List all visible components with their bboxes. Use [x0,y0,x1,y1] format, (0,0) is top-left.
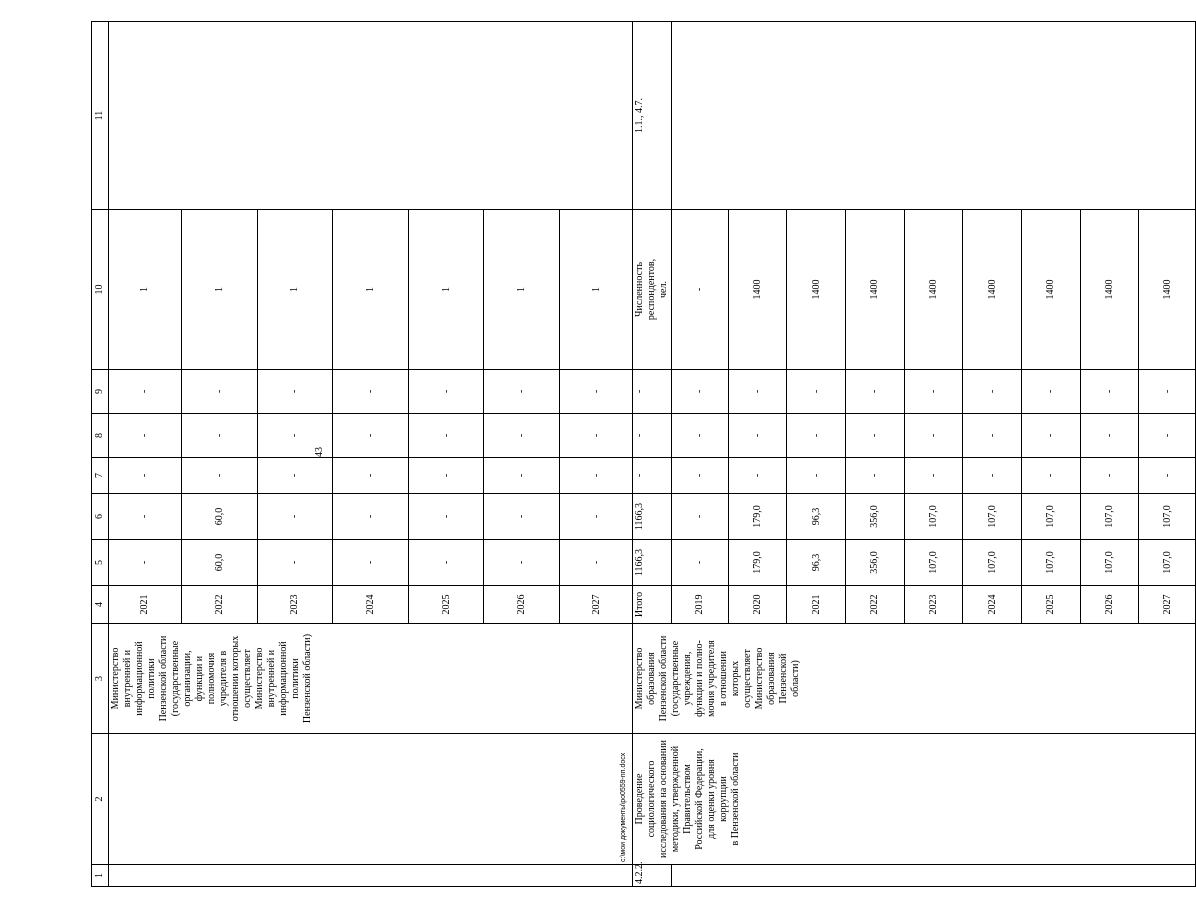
table-row-4-2-2 [633,22,672,887]
sub-cell: - [408,370,484,413]
sub-cell: 1400 [787,210,846,369]
sub-row [333,370,409,413]
cell-col9 [109,370,633,414]
sub-cell: - [408,494,484,539]
cell-col7 [672,458,1196,494]
header-col-2: 2 [92,734,109,865]
sub-cell: - [904,458,963,493]
sub-cell: - [672,494,728,539]
sub-cell: - [590,514,602,519]
sub-row [1021,586,1080,623]
sub-cell: - [787,370,846,413]
sub-row [181,370,257,413]
sub-row [408,540,484,585]
sub-row [787,494,846,539]
sub-cell: 2026 [484,586,560,623]
sub-row [109,540,181,585]
sub-row [408,494,484,539]
sub-cell: - [484,414,560,457]
cell-col10 [109,210,633,370]
sub-row [1139,414,1195,457]
sub-row [484,540,560,585]
sub-row [787,540,846,585]
sub-cell: 179,0 [728,540,787,585]
sub-row [787,586,846,623]
sub-cell: 2025 [1021,586,1080,623]
sub-row [257,458,333,493]
table-row-continuation [109,22,633,887]
sub-row [109,458,181,493]
sub-row [963,210,1022,369]
sub-cell: 107,0 [904,494,963,539]
sub-cell: - [484,458,560,493]
sub-row [963,586,1022,623]
sub-row [904,540,963,585]
sub-row [672,540,728,585]
sub-row [672,458,728,493]
sub-cell: - [109,370,181,413]
sub-cell: 1 [109,210,181,369]
sub-cell: 1400 [845,210,904,369]
sub-row [408,586,484,623]
sub-row [333,540,409,585]
cell-col11-empty [672,22,1196,210]
sub-cell: 2019 [672,586,728,623]
sub-cell: - [672,414,728,457]
cell-col9 [672,370,1196,414]
sub-cell: 1400 [904,210,963,369]
sub-cell: - [333,494,409,539]
sub-row [728,586,787,623]
sub-row [484,494,560,539]
sub-cell: 356,0 [845,540,904,585]
sub-row [181,210,257,369]
cell-col8 [672,414,1196,458]
sub-cell: - [963,458,1022,493]
sub-cell: - [333,414,409,457]
sub-row [1139,494,1195,539]
sub-row [1080,210,1139,369]
sub-row [560,586,633,623]
sub-row [1080,586,1139,623]
sub-cell: - [1161,473,1173,478]
sub-row [728,494,787,539]
sub-row [1021,414,1080,457]
sub-cell: 96,3 [787,494,846,539]
sub-row [333,458,409,493]
cell-col7 [109,458,633,494]
sub-row [845,494,904,539]
sub-row [904,414,963,457]
sub-cell: 96,3 [787,540,846,585]
cell-years [109,586,633,624]
sub-cell: 1 [333,210,409,369]
sub-cell: 2021 [787,586,846,623]
sub-row [109,586,181,623]
sub-row [181,540,257,585]
sub-cell: - [1161,389,1173,394]
header-col-11: 11 [92,22,109,210]
sub-cell: 107,0 [1080,494,1139,539]
sub-row [672,494,728,539]
sub-cell: - [845,370,904,413]
sub-row [484,586,560,623]
sub-row [257,414,333,457]
total-col9: - [633,370,672,414]
sub-row [408,414,484,457]
total-col5: 1166,3 [633,540,672,586]
sub-row [408,210,484,369]
cell-col10 [672,210,1196,370]
sub-row [672,210,728,369]
sub-cell: 107,0 [1021,540,1080,585]
sub-row [672,586,728,623]
sub-cell: - [257,414,333,457]
sub-row [408,370,484,413]
sub-row [484,370,560,413]
sub-cell: - [1080,370,1139,413]
sub-cell: - [484,370,560,413]
sub-row [904,370,963,413]
header-col-3: 3 [92,624,109,734]
sub-row [787,210,846,369]
sub-cell: - [257,370,333,413]
sub-cell: - [1161,433,1173,438]
sub-row [560,210,633,369]
sub-cell: 107,0 [1161,551,1173,574]
page-number: 43 [314,447,325,457]
sub-cell: 179,0 [728,494,787,539]
sub-cell: - [257,458,333,493]
sub-cell: - [590,389,602,394]
sub-row [333,414,409,457]
cell-col11 [109,22,633,210]
cell-col6 [109,494,633,540]
sub-cell: - [333,370,409,413]
sub-cell: 2022 [181,586,257,623]
sub-cell: 2022 [845,586,904,623]
indicator-name: Численность респондентов, чел. [633,210,672,370]
sub-cell: 1400 [963,210,1022,369]
sub-row [904,494,963,539]
sub-cell: - [787,458,846,493]
sub-cell: - [408,540,484,585]
cell-num [672,865,1196,887]
sub-row [1021,494,1080,539]
sub-row [181,494,257,539]
sub-cell: - [904,370,963,413]
sub-row [109,494,181,539]
sub-row [1080,370,1139,413]
row-number: 4.2.2. [633,865,672,887]
sub-row [257,370,333,413]
sub-cell: 2026 [1080,586,1139,623]
sub-cell: 2021 [109,586,181,623]
sub-cell: - [672,458,728,493]
sub-row [560,414,633,457]
sub-row [408,458,484,493]
sub-row [1080,458,1139,493]
sub-cell: - [672,370,728,413]
sub-row [560,458,633,493]
sub-cell: - [257,494,333,539]
sub-cell: 1400 [1080,210,1139,369]
sub-cell: 1400 [1161,279,1173,300]
sub-row [728,414,787,457]
sub-row [963,540,1022,585]
sub-row [1139,540,1195,585]
sub-row [845,210,904,369]
sub-row [109,414,181,457]
sub-row [845,540,904,585]
sub-cell: - [109,540,181,585]
header-col-9: 9 [92,370,109,414]
sub-cell: - [672,210,728,369]
sub-row [1021,210,1080,369]
sub-cell: 356,0 [845,494,904,539]
sub-row [109,210,181,369]
sub-row [728,370,787,413]
sub-cell: 107,0 [1080,540,1139,585]
sub-row [963,414,1022,457]
sub-cell: 2027 [1161,594,1173,615]
cell-years [672,586,1196,624]
sub-row [845,370,904,413]
sub-row [728,210,787,369]
header-col-6: 6 [92,494,109,540]
sub-cell: - [845,414,904,457]
header-col-4: 4 [92,586,109,624]
header-col-10: 10 [92,210,109,370]
header-col-1: 1 [92,865,109,887]
sub-row [257,586,333,623]
sub-cell: - [1021,458,1080,493]
sub-row [333,586,409,623]
cell-num [109,865,633,887]
cell-col11: 1.1., 4.7. [633,22,672,210]
sub-row [845,414,904,457]
sub-cell: 2020 [728,586,787,623]
total-col8: - [633,414,672,458]
sub-cell: 2024 [963,586,1022,623]
sub-row [787,458,846,493]
sub-row [672,414,728,457]
header-row [92,22,109,887]
total-label: Итого [633,586,672,624]
sub-cell: 107,0 [1161,505,1173,528]
sub-row [728,540,787,585]
sub-cell: - [109,494,181,539]
total-col7: - [633,458,672,494]
sub-cell: 1 [181,210,257,369]
sub-cell: - [484,494,560,539]
sub-cell: - [408,458,484,493]
sub-cell: - [484,540,560,585]
sub-cell: 60,0 [181,494,257,539]
sub-row [181,458,257,493]
sub-row [560,540,633,585]
sub-row [1080,494,1139,539]
sub-row [1080,540,1139,585]
sub-cell: - [963,370,1022,413]
sub-cell: - [728,458,787,493]
sub-row [672,370,728,413]
sub-cell: 1 [408,210,484,369]
sub-cell: - [333,540,409,585]
sub-cell: - [728,370,787,413]
sub-row [787,414,846,457]
sub-cell: - [728,414,787,457]
sub-cell: 107,0 [963,540,1022,585]
sub-row [904,458,963,493]
cell-executor: Министерство внутренней и информационной политики Пензенской области (государственные организации, функции и полномочия учредителя в отношении которых осуществляет Министерство внутренней и информационной политики Пензенской области) [109,624,633,734]
sub-cell: - [109,414,181,457]
header-col-7: 7 [92,458,109,494]
sub-cell: 2025 [408,586,484,623]
sub-cell: 1400 [728,210,787,369]
sub-cell: 107,0 [904,540,963,585]
sub-cell: 1 [257,210,333,369]
sub-cell: - [257,540,333,585]
sub-cell: - [590,560,602,565]
sub-cell: - [109,458,181,493]
sub-cell: - [333,458,409,493]
cell-col6 [672,494,1196,540]
sub-row [333,494,409,539]
sub-cell: - [181,414,257,457]
cell-executor: Министерство образования Пензенской области (государственные учреждения, функции и полно- мочия учредителя в отношении которых осуществляет Министерство образования Пензенской области) [633,624,1196,734]
sub-row [845,458,904,493]
sub-row [1021,458,1080,493]
sub-cell: 2027 [590,594,602,615]
cell-col5 [109,540,633,586]
sub-row [1021,370,1080,413]
sub-cell: - [590,433,602,438]
sub-row [904,586,963,623]
sub-row [484,458,560,493]
sub-cell: - [1021,370,1080,413]
sub-row [904,210,963,369]
sub-row [181,586,257,623]
sub-cell: - [845,458,904,493]
cell-col5 [672,540,1196,586]
sub-cell: - [1080,458,1139,493]
sub-cell: - [181,458,257,493]
sub-row [963,494,1022,539]
sub-cell: 2024 [333,586,409,623]
sub-row [963,370,1022,413]
total-col6: 1166,3 [633,494,672,540]
sub-row [1139,370,1195,413]
sub-row [257,540,333,585]
header-col-8: 8 [92,414,109,458]
sub-row [787,370,846,413]
sub-cell: - [1080,414,1139,457]
sub-cell: 1 [484,210,560,369]
event-name: Проведение социологического исследования на основании методики, утвержденной Правительством Российской Федерации, для оценки уровня коррупции в Пензенской области [633,734,1196,865]
cell-col8 [109,414,633,458]
sub-cell: - [672,540,728,585]
sub-cell: - [904,414,963,457]
sub-row [333,210,409,369]
sub-cell: 2023 [257,586,333,623]
sub-row [1139,210,1195,369]
sub-cell: 107,0 [963,494,1022,539]
sub-row [1139,458,1195,493]
footer-path-text: c:\мои документы\ро0559-пп.docx [620,752,627,862]
sub-cell: - [408,414,484,457]
sub-row [257,210,333,369]
sub-row [560,370,633,413]
sub-row [845,586,904,623]
sub-row [728,458,787,493]
sub-cell: - [787,414,846,457]
sub-row [560,494,633,539]
sub-cell: 1 [590,287,602,292]
sub-row [963,458,1022,493]
sub-cell: - [590,473,602,478]
sub-row [1080,414,1139,457]
sub-row [484,210,560,369]
cell-name [109,734,633,865]
sub-row [1021,540,1080,585]
sub-row [109,370,181,413]
sub-row [484,414,560,457]
header-col-5: 5 [92,540,109,586]
sub-row [257,494,333,539]
sub-cell: 2023 [904,586,963,623]
sub-cell: - [1021,414,1080,457]
sub-cell: - [181,370,257,413]
sub-row [181,414,257,457]
sub-row [1139,586,1195,623]
sub-cell: 107,0 [1021,494,1080,539]
sub-cell: 60,0 [181,540,257,585]
sub-cell: 1400 [1021,210,1080,369]
sub-cell: - [963,414,1022,457]
program-table [91,21,1196,887]
